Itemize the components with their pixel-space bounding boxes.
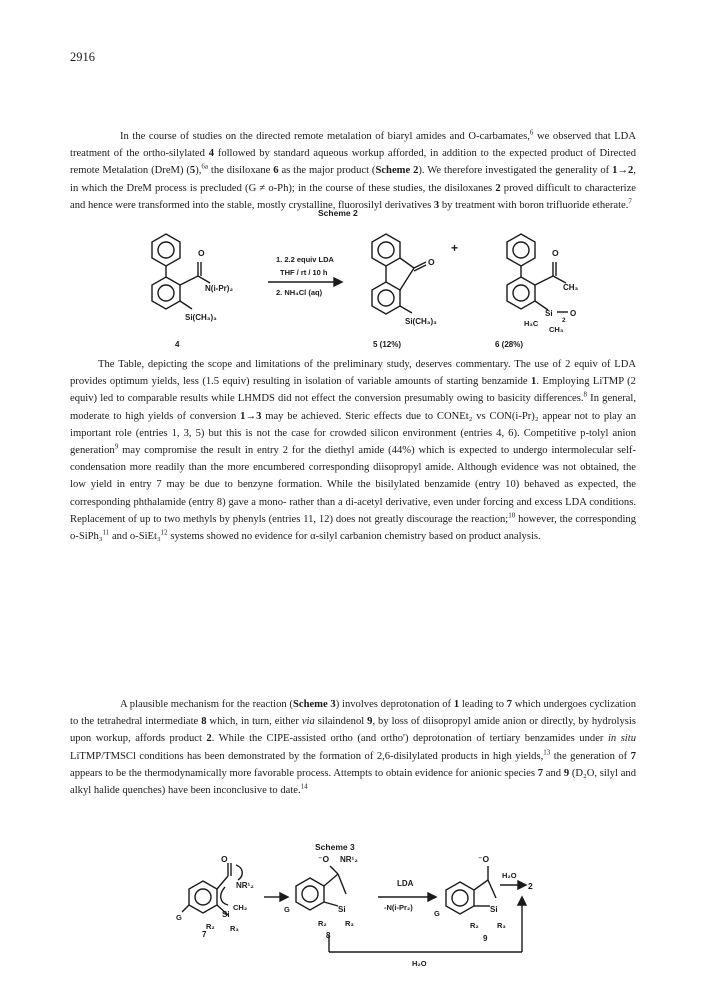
o-minus-label-9: ⁻O — [478, 854, 490, 864]
methyl-label-6: CH₃ — [563, 283, 579, 292]
ch3-label: CH₃ — [549, 325, 564, 334]
page-number: 2916 — [70, 50, 95, 64]
lda-loss-label: -N(i-Pr₂) — [384, 903, 413, 912]
o-label-7: O — [221, 854, 228, 864]
sime3-label-5: Si(CH₃)₃ — [405, 317, 437, 326]
paragraph-intro: In the course of studies on the directed remote metalation of biaryl amides and O-carbamates,$^6$ we observed that LDA treatment of the ortho-silylated 4 followed by standard aqueous workup afforded, in addition to the expected product of Directed remote Metalation (DreM) (5),$^{6a}$ the disiloxane 6 as the major product (Scheme 2). We therefore investigated the generality of 1→2, in which the DreM process is precluded (G ≠ o-Ph); in the course of these studies, the disiloxanes 2 proved difficult to characterize and hence were transformed into the stable, mostly crystalline, fluorosilyl derivatives 3 by treatment with boron trifluoride etherate.$^7$ — [70, 128, 637, 211]
ch2-label: CH₂ — [233, 903, 248, 912]
carbonyl-o-6: O — [552, 248, 559, 258]
si-label-8: Si — [338, 905, 346, 914]
paragraph-mechanism: A plausible mechanism for the reaction (Scheme 3) involves deprotonation of 1 leading to 7 which undergoes cyclization to the tetrahedral intermediate 8 which, in turn, either via silaindenol 9, by loss of diisopropyl amide anion or directly, by hydrolysis upon workup, affords product 2. While the CIPE-assisted ortho (and ortho') deprotonation of tertiary benzamides under in situ LiTMP/TMSCl conditions has been demonstrated by the formation of 2,6-disilylated products in high yields,$^{13}$ the generation of 7 appears to be the thermodynamically more favorable process. Attempts to obtain evidence for anionic species 7 and 9 (D₂O, silyl and alkyl halide quenches) have been inconclusive to date.$^{14}$ — [70, 699, 637, 797]
nr-label-8: NR¹₂ — [340, 855, 358, 864]
g-label-8: G — [284, 905, 290, 914]
reagent-line-1: 1. 2.2 equiv LDA — [276, 255, 334, 264]
ketone-o-5: O — [428, 257, 435, 267]
sime3-label-4: Si(CH₃)₃ — [185, 313, 217, 322]
compound-4-label: 4 — [175, 340, 180, 349]
amide-label: N(i-Pr)₂ — [205, 284, 233, 293]
compound-5-label: 5 (12%) — [373, 340, 402, 349]
h2o-top-label: H₂O — [502, 871, 517, 880]
paragraph-table-commentary: The Table, depicting the scope and limitations of the preliminary study, deserves commentary. The use of 2 equiv of LDA provides optimum yields, less (1.5 equiv) resulting in isolation of variable amounts of starting benzamide 1. Employing LiTMP (2 equiv) led to comparable results while LHMDS did not effect the conversion presumably owing to basicity differences.$^8$ In general, moderate to high yields of conversion 1→3 may be achieved. Steric effects due to CONEt₂ vs CON(i-Pr)₂ appear not to play an important role (entries 1, 3, 5) but this is not the case for crowded silicon environment (entries 4, 6). Competitive p-tolyl anion generation$^9$ may compromise the result in entry 2 for the diethyl amide (44%) which is expected to undergo intermolecular self-condensation more readily than the more encumbered corresponding diisopropyl amide. Although evidence was not obtained, the low yield in entry 7 may be due to benzyne formation. While the bisilylated benzamide (entry 10) behaved as expected, the corresponding phthalamide (entry 8) gave a mono- rather than a di-acetyl derivative, even under forcing and excess LDA conditions. Replacement of up to two methyls by phenyls (entries 11, 12) does not greatly discourage the reaction;$^{10}$ however, the corresponding o-SiPh₃$^{11}$ and o-SiEt₃$^{12}$ systems showed no evidence for α-silyl carbanion chemistry based on product analysis. — [70, 359, 636, 543]
h2o-bottom-label: H₂O — [412, 959, 427, 968]
g-label-7: G — [176, 913, 182, 922]
scheme-2-caption: Scheme 2 — [318, 208, 358, 218]
reagent-line-3: 2. NH₄Cl (aq) — [276, 288, 323, 297]
compound-7-label: 7 — [202, 930, 207, 939]
r3-label-9: R₃ — [497, 921, 506, 930]
si-label-7: Si — [222, 910, 230, 919]
nr-label-7: NR¹₂ — [236, 881, 254, 890]
r2-label-8: R₂ — [318, 919, 327, 928]
two-subscript: 2 — [562, 317, 566, 324]
r3-label-7: R₃ — [230, 924, 239, 933]
o-bridge-label: O — [570, 309, 577, 318]
product-2-label: 2 — [528, 881, 533, 891]
r2-label-9: R₂ — [470, 921, 479, 930]
carbonyl-o-4: O — [198, 248, 205, 258]
g-label-9: G — [434, 909, 440, 918]
o-minus-label-8: ⁻O — [318, 854, 330, 864]
si-label-6: Si — [545, 309, 553, 318]
compound-9-label: 9 — [483, 934, 488, 943]
r2-label-7: R₂ — [206, 922, 215, 931]
compound-8-label: 8 — [326, 931, 331, 940]
reagent-line-2: THF / rt / 10 h — [280, 268, 328, 277]
h3c-label: H₃C — [524, 319, 539, 328]
compound-6-label: 6 (28%) — [495, 340, 524, 349]
si-label-9: Si — [490, 905, 498, 914]
r3-label-8: R₃ — [345, 919, 354, 928]
lda-label: LDA — [397, 879, 414, 888]
scheme-3-caption: Scheme 3 — [315, 842, 355, 852]
plus-sign: + — [451, 241, 459, 255]
